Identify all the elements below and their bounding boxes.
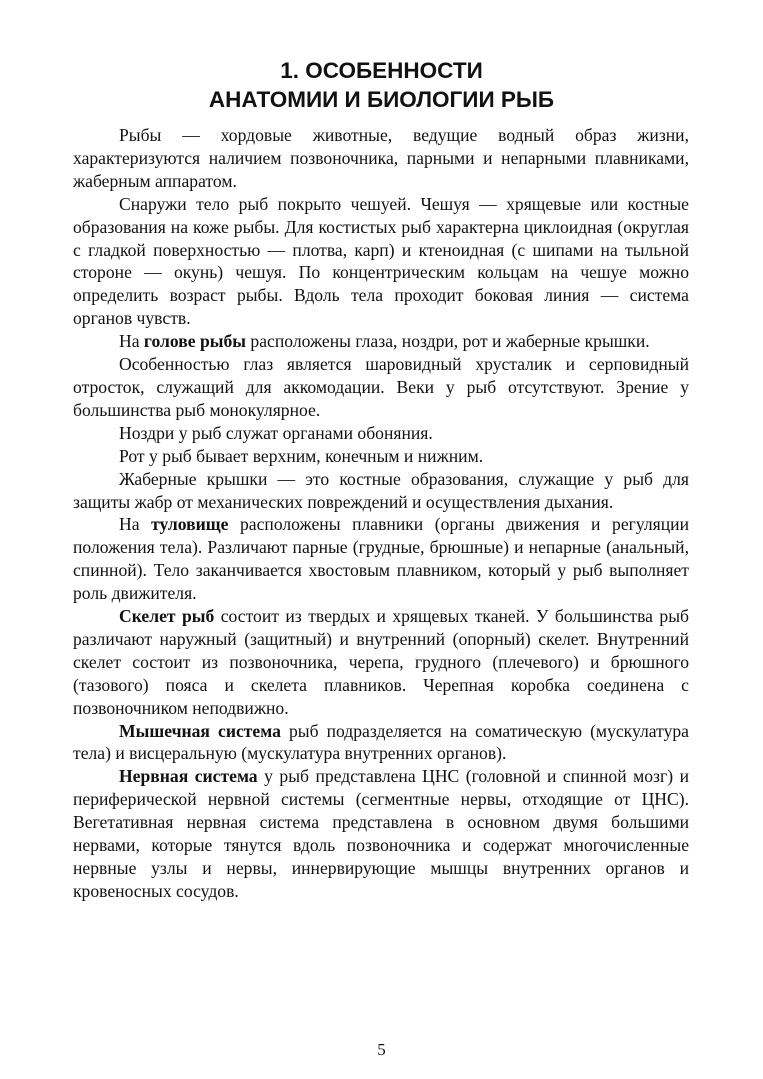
paragraph-head-text: расположены глаза, ноздри, рот и жаберные крышки. [246,331,650,352]
paragraph-gill-covers: Жаберные крышки — это костные образования, служащие у рыб для защиты жабр от механических повреждений и осуществления дыхания. [73,468,689,512]
paragraph-intro: Рыбы — хордовые животные, ведущие водный образ жизни, характеризуются наличием позвоночника, парными и непарными плавниками, жаберным аппаратом. [73,125,689,191]
page-number: 5 [377,1040,386,1059]
paragraph-muscular-system-term: Мышечная система [119,720,281,741]
paragraph-nervous-system-text: у рыб представлена ЦНС (головной и спинной мозг) и периферической нервной системы (сегментные нервы, отходящие от ЦНС). Вегетативная нервная система представлена в основном двумя большими нервами, которые тянутся вдоль позвоночника и содержат многочисленные нервные узлы и нервы, иннервирующие мышцы внутренних органов и кровеносных сосудов. [73,766,689,901]
paragraph-mouth: Рот у рыб бывает верхним, конечным и нижним. [119,445,484,466]
paragraph-scales: Снаружи тело рыб покрыто чешуей. Чешуя — хрящевые или костные образования на коже рыбы. Для костистых рыб характерна циклоидная (округлая с гладкой поверхностью — плотва, карп) и ктеноидная (с шипами на тыльной стороне — окунь) чешуя. По концентрическим кольцам на чешуе можно определить возраст рыбы. Вдоль тела проходит боковая линия — система органов чувств. [73,193,689,329]
paragraph-trunk [73,513,689,605]
chapter-title [0,56,763,114]
chapter-title-line-2: АНАТОМИИ И БИОЛОГИИ РЫБ [208,87,555,112]
paragraph-trunk-text: расположены плавники (органы движения и регуляции положения тела). Различают парные (грудные, брюшные) и непарные (анальный, спинной). Тело заканчивается хвостовым плавником, который у рыб выполняет роль движителя. [73,514,689,604]
paragraph-muscular-system [73,720,689,766]
chapter-title-line-1: 1. ОСОБЕННОСТИ [280,58,483,83]
paragraph-skeleton-term: Скелет рыб [119,606,215,627]
paragraph-head-lead: На [119,331,144,352]
paragraph-skeleton-text: состоит из твердых и хрящевых тканей. У большинства рыб различают наружный (защитный) и внутренний (опорный) скелет. Внутренний скелет состоит из позвоночника, черепа, грудного (плечевого) и брюшного (тазового) пояса и скелета плавников. Черепная коробка соединена с позвоночником неподвижно. [73,606,689,718]
paragraph-head [73,330,689,353]
body-text [73,124,689,903]
paragraph-skeleton [73,605,689,720]
paragraph-trunk-lead: На [119,514,152,535]
paragraph-nervous-system [73,765,689,902]
paragraph-nervous-system-term: Нервная система [119,766,258,787]
paragraph-trunk-term: туловище [151,514,229,535]
paragraph-eyes: Особенностью глаз является шаровидный хрусталик и серповидный отросток, служащий для аккомодации. Веки у рыб отсутствуют. Зрение у большинства рыб монокулярное. [73,354,689,420]
paragraph-head-term: голове рыбы [143,331,247,352]
paragraph-nostrils: Ноздри у рыб служат органами обоняния. [119,422,433,443]
paragraph-muscular-system-text: рыб подразделяется на соматическую (мускулатура тела) и висцеральную (мускулатура внутренних органов). [73,720,689,764]
